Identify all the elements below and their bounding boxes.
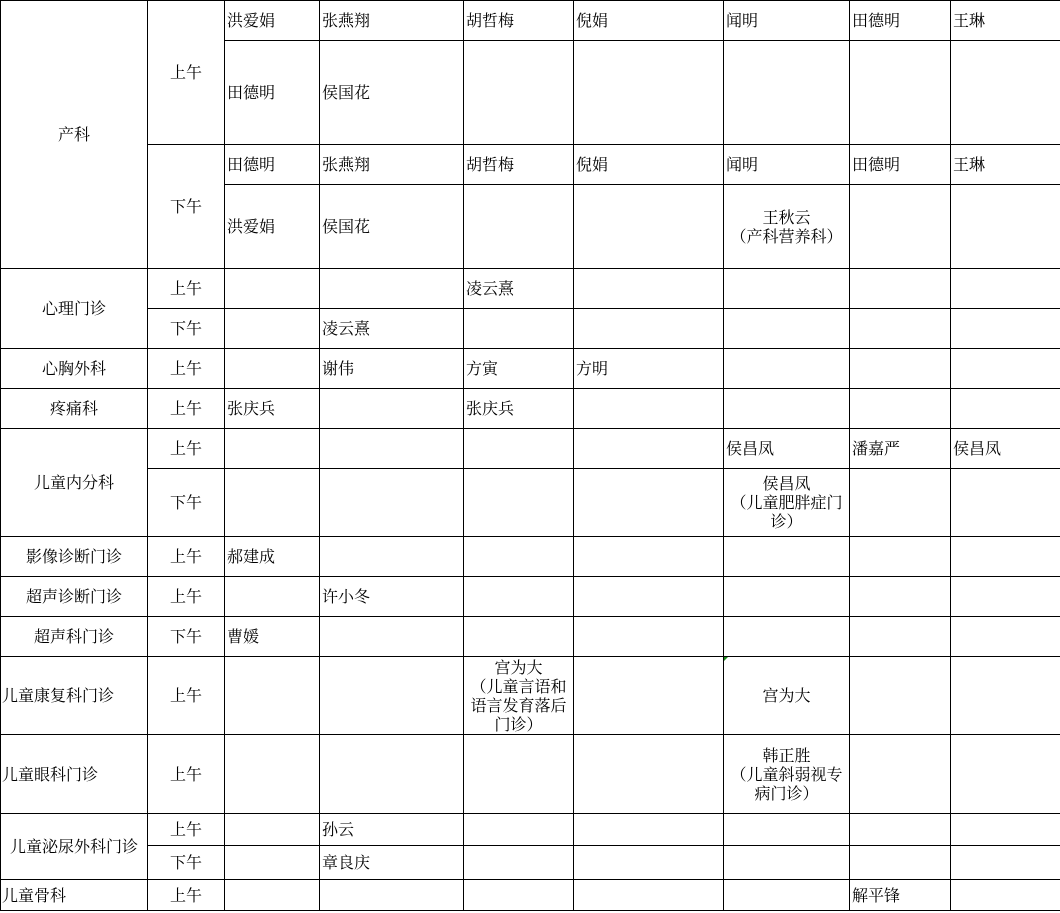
empty-cell — [320, 429, 464, 469]
table-row — [1, 577, 1060, 617]
doctor-cell: 张燕翔 — [320, 145, 464, 185]
doctor-cell: 侯国花 — [320, 41, 464, 145]
doctor-cell: 凌云熹 — [464, 269, 574, 309]
clinic-note: 语言发育落后 — [470, 695, 567, 715]
doctor-cell: 宫为大 — [724, 657, 850, 735]
empty-cell — [850, 814, 951, 846]
doctor-cell: 孙云 — [320, 814, 464, 846]
table-row — [1, 269, 1060, 309]
doctor-cell-nutrition — [724, 185, 850, 269]
empty-cell — [320, 469, 464, 537]
empty-cell — [464, 185, 574, 269]
clinic-note: 门诊） — [494, 714, 543, 734]
table-row — [1, 846, 1060, 880]
period-pm: 下午 — [148, 469, 225, 537]
empty-cell — [464, 880, 574, 911]
period-pm: 下午 — [148, 617, 225, 657]
clinic-note: 诊） — [770, 512, 803, 531]
empty-cell — [464, 814, 574, 846]
empty-cell — [464, 429, 574, 469]
table-row — [1, 349, 1060, 389]
dept-pain: 疼痛科 — [1, 389, 148, 429]
empty-cell — [951, 880, 1060, 911]
empty-cell — [724, 309, 850, 349]
empty-cell — [225, 814, 320, 846]
empty-cell — [951, 269, 1060, 309]
doctor-cell-strabismus — [724, 735, 850, 814]
doctor-cell: 潘嘉严 — [850, 429, 951, 469]
doctor-cell: 张燕翔 — [320, 1, 464, 41]
empty-cell — [574, 41, 724, 145]
empty-cell — [850, 185, 951, 269]
doctor-cell: 解平锋 — [850, 880, 951, 911]
empty-cell — [574, 469, 724, 537]
empty-cell — [951, 846, 1060, 880]
dept-uro: 儿童泌尿外科门诊 — [1, 814, 148, 880]
clinic-note: （儿童斜弱视专 — [730, 764, 843, 784]
empty-cell — [850, 469, 951, 537]
doctor-name: 韩正胜 — [762, 745, 811, 765]
table-row — [1, 735, 1060, 814]
empty-cell — [724, 41, 850, 145]
doctor-cell: 田德明 — [850, 145, 951, 185]
period-am: 上午 — [148, 269, 225, 309]
empty-cell — [850, 537, 951, 577]
table-row — [1, 429, 1060, 469]
table-row — [1, 657, 1060, 735]
doctor-cell: 曹媛 — [225, 617, 320, 657]
empty-cell — [850, 269, 951, 309]
empty-cell — [225, 880, 320, 911]
doctor-cell: 章良庆 — [320, 846, 464, 880]
doctor-cell: 倪娟 — [574, 1, 724, 41]
dept-obstetrics: 产科 — [1, 1, 148, 269]
empty-cell — [724, 880, 850, 911]
dept-psych: 心理门诊 — [1, 269, 148, 349]
period-am: 上午 — [148, 735, 225, 814]
doctor-cell: 倪娟 — [574, 145, 724, 185]
empty-cell — [574, 577, 724, 617]
clinic-note: （产科营养科） — [730, 226, 843, 246]
doctor-cell: 谢伟 — [320, 349, 464, 389]
empty-cell — [724, 617, 850, 657]
empty-cell — [464, 846, 574, 880]
empty-cell — [464, 469, 574, 537]
empty-cell — [464, 577, 574, 617]
empty-cell — [574, 389, 724, 429]
empty-cell — [464, 309, 574, 349]
empty-cell — [225, 469, 320, 537]
doctor-cell: 侯昌凤 — [951, 429, 1060, 469]
empty-cell — [850, 349, 951, 389]
empty-cell — [574, 429, 724, 469]
empty-cell — [850, 735, 951, 814]
empty-cell — [850, 617, 951, 657]
period-am: 上午 — [148, 429, 225, 469]
empty-cell — [320, 389, 464, 429]
table-row — [1, 880, 1060, 911]
empty-cell — [850, 389, 951, 429]
period-am: 上午 — [148, 349, 225, 389]
period-pm: 下午 — [148, 309, 225, 349]
empty-cell — [850, 309, 951, 349]
empty-cell — [574, 617, 724, 657]
period-am: 上午 — [148, 814, 225, 846]
doctor-cell: 洪爱娟 — [225, 185, 320, 269]
dept-ortho: 儿童骨科 — [1, 880, 148, 911]
empty-cell — [951, 185, 1060, 269]
doctor-cell: 凌云熹 — [320, 309, 464, 349]
period-am: 上午 — [148, 389, 225, 429]
empty-cell — [850, 846, 951, 880]
doctor-cell: 田德明 — [225, 41, 320, 145]
empty-cell — [951, 349, 1060, 389]
empty-cell — [951, 617, 1060, 657]
empty-cell — [850, 577, 951, 617]
doctor-name: 侯昌凤 — [762, 474, 811, 493]
empty-cell — [724, 814, 850, 846]
doctor-cell: 田德明 — [225, 145, 320, 185]
table-row — [1, 537, 1060, 577]
empty-cell — [574, 269, 724, 309]
empty-cell — [225, 269, 320, 309]
period-am: 上午 — [148, 1, 225, 145]
period-am: 上午 — [148, 657, 225, 735]
empty-cell — [464, 617, 574, 657]
empty-cell — [574, 657, 724, 735]
table-row — [1, 309, 1060, 349]
dept-us-diag: 超声诊断门诊 — [1, 577, 148, 617]
dept-rehab: 儿童康复科门诊 — [1, 657, 148, 735]
empty-cell — [951, 389, 1060, 429]
empty-cell — [464, 735, 574, 814]
empty-cell — [951, 537, 1060, 577]
doctor-cell: 王琳 — [951, 1, 1060, 41]
empty-cell — [951, 577, 1060, 617]
table-row — [1, 389, 1060, 429]
empty-cell — [320, 735, 464, 814]
dept-endo: 儿童内分科 — [1, 429, 148, 537]
empty-cell — [724, 577, 850, 617]
empty-cell — [225, 735, 320, 814]
period-am: 上午 — [148, 880, 225, 911]
empty-cell — [225, 577, 320, 617]
doctor-cell: 方明 — [574, 349, 724, 389]
empty-cell — [225, 349, 320, 389]
empty-cell — [464, 41, 574, 145]
clinic-note: （儿童言语和 — [470, 676, 567, 696]
doctor-name: 宫为大 — [494, 657, 543, 677]
empty-cell — [574, 880, 724, 911]
empty-cell — [320, 617, 464, 657]
table-row — [1, 814, 1060, 846]
empty-cell — [574, 735, 724, 814]
empty-cell — [951, 41, 1060, 145]
clinic-note: 病门诊） — [754, 783, 819, 803]
empty-cell — [464, 537, 574, 577]
doctor-cell: 田德明 — [850, 1, 951, 41]
table-row — [1, 1, 1060, 41]
empty-cell — [320, 657, 464, 735]
empty-cell — [951, 309, 1060, 349]
doctor-cell: 胡哲梅 — [464, 1, 574, 41]
empty-cell — [951, 814, 1060, 846]
empty-cell — [574, 814, 724, 846]
doctor-cell: 许小冬 — [320, 577, 464, 617]
empty-cell — [951, 657, 1060, 735]
empty-cell — [320, 880, 464, 911]
empty-cell — [320, 269, 464, 309]
dept-cardio: 心胸外科 — [1, 349, 148, 389]
dept-imaging: 影像诊断门诊 — [1, 537, 148, 577]
period-pm: 下午 — [148, 846, 225, 880]
table-row — [1, 617, 1060, 657]
empty-cell — [574, 537, 724, 577]
doctor-name: 王秋云 — [762, 207, 811, 227]
doctor-cell: 张庆兵 — [225, 389, 320, 429]
doctor-cell-speech — [464, 657, 574, 735]
empty-cell — [225, 657, 320, 735]
doctor-cell: 郝建成 — [225, 537, 320, 577]
empty-cell — [850, 41, 951, 145]
doctor-cell: 张庆兵 — [464, 389, 574, 429]
empty-cell — [225, 429, 320, 469]
period-am: 上午 — [148, 577, 225, 617]
empty-cell — [951, 469, 1060, 537]
dept-us-dept: 超声科门诊 — [1, 617, 148, 657]
dept-eye: 儿童眼科门诊 — [1, 735, 148, 814]
empty-cell — [724, 537, 850, 577]
empty-cell — [574, 846, 724, 880]
table-row — [1, 145, 1060, 185]
empty-cell — [724, 846, 850, 880]
doctor-cell: 胡哲梅 — [464, 145, 574, 185]
empty-cell — [574, 309, 724, 349]
doctor-cell: 王琳 — [951, 145, 1060, 185]
doctor-cell: 闻明 — [724, 145, 850, 185]
empty-cell — [320, 537, 464, 577]
empty-cell — [951, 735, 1060, 814]
doctor-cell: 洪爱娟 — [225, 1, 320, 41]
doctor-cell-obesity — [724, 469, 850, 537]
empty-cell — [850, 657, 951, 735]
clinic-note: （儿童肥胖症门 — [730, 493, 843, 512]
empty-cell — [574, 185, 724, 269]
doctor-cell: 闻明 — [724, 1, 850, 41]
table-row — [1, 469, 1060, 537]
empty-cell — [724, 269, 850, 309]
empty-cell — [724, 349, 850, 389]
empty-cell — [724, 389, 850, 429]
doctor-cell: 侯昌凤 — [724, 429, 850, 469]
doctor-cell: 侯国花 — [320, 185, 464, 269]
empty-cell — [225, 309, 320, 349]
doctor-cell: 方寅 — [464, 349, 574, 389]
period-am: 上午 — [148, 537, 225, 577]
period-pm: 下午 — [148, 145, 225, 269]
empty-cell — [225, 846, 320, 880]
